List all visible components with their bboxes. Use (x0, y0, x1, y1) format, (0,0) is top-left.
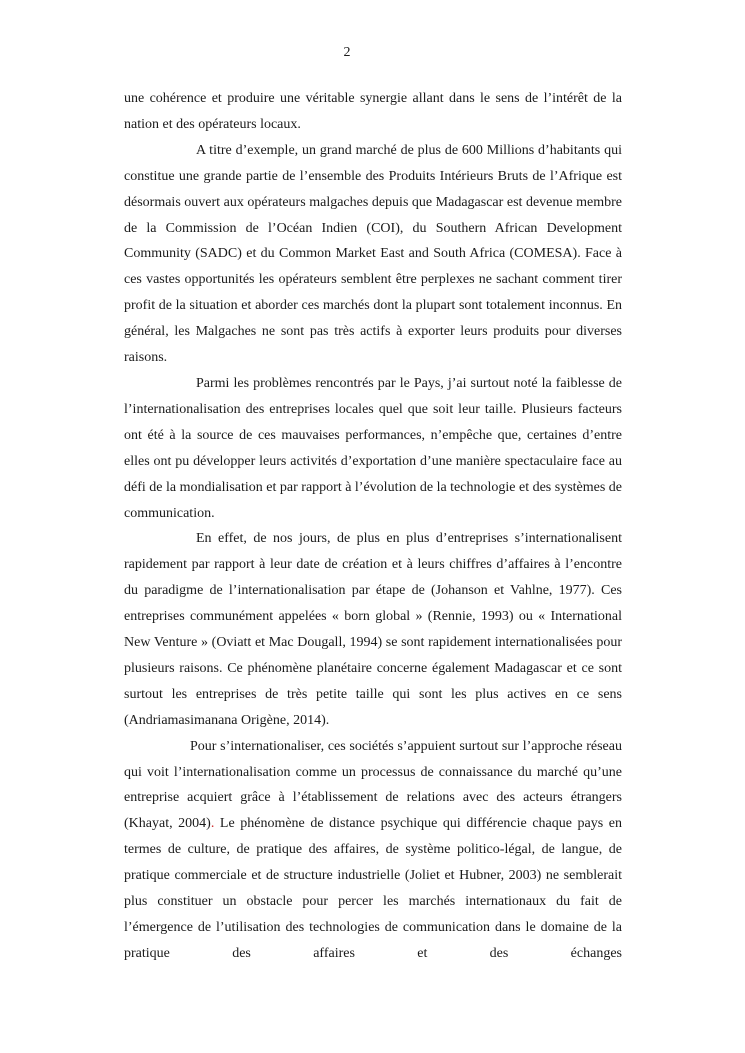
paragraph-born-global: En effet, de nos jours, de plus en plus d’entreprises s’internationalisent rapidement par rapport à leur date de création et à leurs chiffres d’affaires à l’encontre du paradigme de l’internationalisation par étape de (Johanson et Vahlne, 1977). Ces entreprises communément appelées « born global » (Rennie, 1993) ou « International New Venture » (Oviatt et Mac Dougall, 1994) se sont rapidement internationalisées pour plusieurs raisons. Ce phénomène planétaire concerne également Madagascar et ce sont surtout les entreprises de très petite taille qui sont les plus actives en ce sens (Andriamasimanana Origène, 2014). (124, 531, 622, 728)
body-text (124, 86, 623, 961)
page-number: 2 (343, 45, 351, 60)
paragraph-network-approach-part2: Le phénomène de distance psychique qui différencie chaque pays en termes de culture, de pratique des affaires, de système politico-légal, de langue, de pratique commerciale et de structure industrielle (Joliet et Hubner, 2003) ne semblerait plus constituer un obstacle pour percer les marchés internationaux du fait de l’émergence de l’utilisation des technologies de communication dans le domaine de la pratique des affaires et des échanges (124, 816, 622, 961)
paragraph-internationalisation-problems: Parmi les problèmes rencontrés par le Pays, j’ai surtout noté la faiblesse de l’internationalisation des entreprises locales quel que soit leur taille. Plusieurs facteurs ont été à la source de ces mauvaises performances, n’empêche que, certaines d’entre elles ont pu développer leurs activités d’exportation d’une manière spectaculaire face au défi de la mondialisation et par rapport à l’évolution de la technologie et des systèmes de communication. (124, 375, 623, 521)
red-period-mark: . (210, 816, 215, 832)
paragraph-intro-continuation: une cohérence et produire une véritable synergie allant dans le sens de l’intérêt de la nation et des opérateurs locaux. (124, 91, 622, 132)
paragraph-network-approach-part1: Pour s’internationaliser, ces sociétés s’appuient surtout sur l’approche réseau qui voit l’internationalisation comme un processus de connaissance du marché qu’une entreprise acquiert grâce à l’établissement de relations avec des acteurs étrangers (Khayat, 2004) (124, 738, 622, 832)
paragraph-market-example: A titre d’exemple, un grand marché de plus de 600 Millions d’habitants qui constitue une grande partie de l’ensemble des Produits Intérieurs Bruts de l’Afrique est désormais ouvert aux opérateurs malgaches depuis que Madagascar est devenue membre de la Commission de l’Océan Indien (COI), du Southern African Development Community (SADC) et du Common Market East and South Africa (COMESA). Face à ces vastes opportunités les opérateurs semblent être perplexes ne sachant comment tirer profit de la situation et aborder ces marchés dont la plupart sont totalement inconnus. En général, les Malgaches ne sont pas très actifs à exporter leurs produits pour diverses raisons. (124, 142, 622, 366)
paragraph-network-approach (124, 734, 622, 961)
